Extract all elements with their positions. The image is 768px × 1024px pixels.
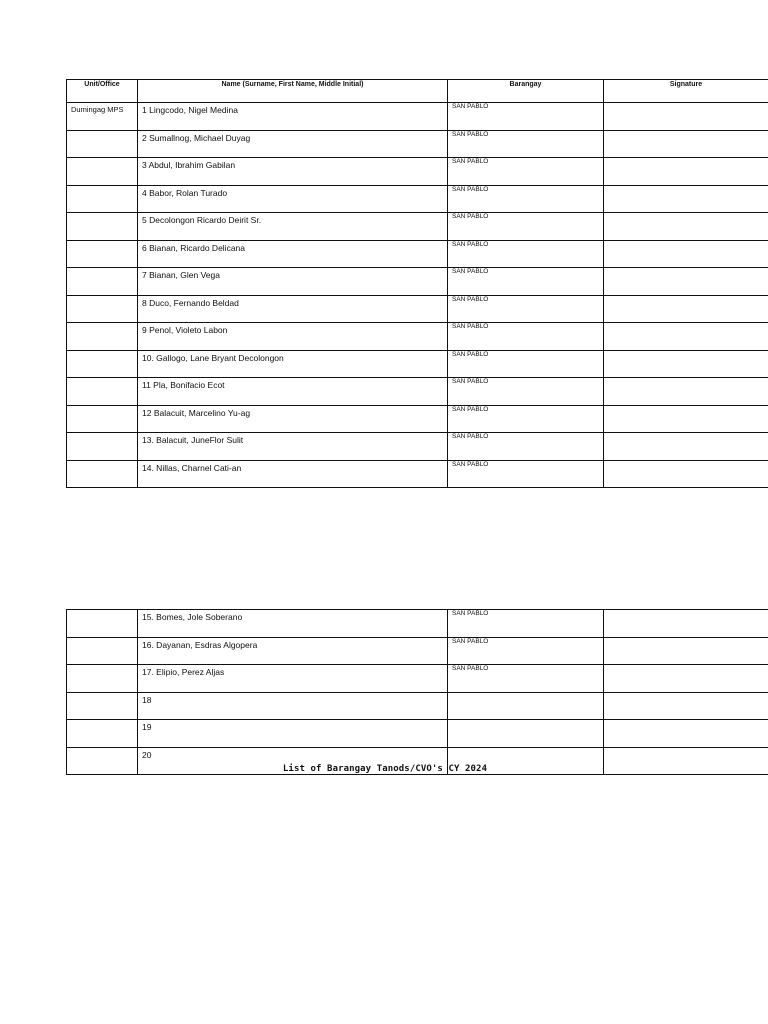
signature-cell[interactable] bbox=[604, 637, 768, 665]
barangay-cell bbox=[448, 720, 604, 748]
table-row bbox=[67, 103, 768, 131]
signature-cell[interactable] bbox=[604, 720, 768, 748]
barangay-cell: SAN PABLO bbox=[448, 295, 604, 323]
name-cell: 14. Nillas, Charnel Cati-an bbox=[138, 460, 448, 488]
unit-office-cell bbox=[67, 158, 138, 186]
name-cell: 19 bbox=[138, 720, 448, 748]
barangay-cell: SAN PABLO bbox=[448, 665, 604, 693]
unit-office-cell bbox=[67, 268, 138, 296]
barangay-cell: SAN PABLO bbox=[448, 130, 604, 158]
signature-cell[interactable] bbox=[604, 692, 768, 720]
signature-cell[interactable] bbox=[604, 130, 768, 158]
unit-office-cell bbox=[67, 665, 138, 693]
barangay-cell: SAN PABLO bbox=[448, 268, 604, 296]
signature-cell[interactable] bbox=[604, 213, 768, 241]
table-row bbox=[67, 240, 768, 268]
barangay-cell bbox=[448, 692, 604, 720]
name-cell: 9 Penol, Violeto Labon bbox=[138, 323, 448, 351]
unit-office-cell bbox=[67, 213, 138, 241]
name-cell: 10. Gallogo, Lane Bryant Decolongon bbox=[138, 350, 448, 378]
signature-cell[interactable] bbox=[604, 350, 768, 378]
name-cell: 7 Bianan, Glen Vega bbox=[138, 268, 448, 296]
table-row bbox=[67, 433, 768, 461]
signature-cell[interactable] bbox=[604, 295, 768, 323]
table-row bbox=[67, 692, 768, 720]
unit-office-cell bbox=[67, 378, 138, 406]
name-cell: 8 Duco, Fernando Beldad bbox=[138, 295, 448, 323]
barangay-cell: SAN PABLO bbox=[448, 637, 604, 665]
barangay-cell: SAN PABLO bbox=[448, 158, 604, 186]
barangay-cell: SAN PABLO bbox=[448, 405, 604, 433]
barangay-cell: SAN PABLO bbox=[448, 460, 604, 488]
name-cell: 1 Lingcodo, Nigel Medina bbox=[138, 103, 448, 131]
table-row bbox=[67, 213, 768, 241]
table-row bbox=[67, 665, 768, 693]
signature-cell[interactable] bbox=[604, 405, 768, 433]
name-cell: 20 bbox=[138, 747, 448, 775]
barangay-cell: SAN PABLO bbox=[448, 185, 604, 213]
name-cell: 4 Babor, Rolan Turado bbox=[138, 185, 448, 213]
table-header-row bbox=[67, 80, 768, 103]
signature-cell[interactable] bbox=[604, 158, 768, 186]
signature-cell[interactable] bbox=[604, 433, 768, 461]
name-cell: 15. Bomes, Jole Soberano bbox=[138, 610, 448, 638]
table-row bbox=[67, 378, 768, 406]
barangay-cell: SAN PABLO bbox=[448, 433, 604, 461]
unit-office-cell bbox=[67, 610, 138, 638]
name-cell: 2 Sumallnog, Michael Duyag bbox=[138, 130, 448, 158]
roster-table-top bbox=[66, 79, 768, 488]
barangay-cell: SAN PABLO bbox=[448, 378, 604, 406]
signature-cell[interactable] bbox=[604, 747, 768, 775]
name-cell: 16. Dayanan, Esdras Algopera bbox=[138, 637, 448, 665]
signature-cell[interactable] bbox=[604, 240, 768, 268]
name-cell: 5 Decolongon Ricardo Deirit Sr. bbox=[138, 213, 448, 241]
unit-office-cell bbox=[67, 185, 138, 213]
table-row bbox=[67, 295, 768, 323]
roster-body-bottom bbox=[67, 610, 768, 775]
unit-office-cell bbox=[67, 295, 138, 323]
signature-cell[interactable] bbox=[604, 268, 768, 296]
name-cell: 13. Balacuit, JuneFlor Sulit bbox=[138, 433, 448, 461]
table-row bbox=[67, 405, 768, 433]
unit-office-cell bbox=[67, 240, 138, 268]
signature-cell[interactable] bbox=[604, 103, 768, 131]
barangay-cell: SAN PABLO bbox=[448, 103, 604, 131]
signature-cell[interactable] bbox=[604, 610, 768, 638]
table-row bbox=[67, 185, 768, 213]
signature-cell[interactable] bbox=[604, 460, 768, 488]
signature-cell[interactable] bbox=[604, 185, 768, 213]
unit-office-cell: Dumingag MPS bbox=[67, 103, 138, 131]
header-barangay: Barangay bbox=[448, 80, 604, 103]
table-row bbox=[67, 130, 768, 158]
header-name: Name (Surname, First Name, Middle Initial) bbox=[138, 80, 448, 103]
table-row bbox=[67, 720, 768, 748]
barangay-cell: SAN PABLO bbox=[448, 610, 604, 638]
unit-office-cell bbox=[67, 323, 138, 351]
table-row bbox=[67, 637, 768, 665]
name-cell: 18 bbox=[138, 692, 448, 720]
unit-office-cell bbox=[67, 460, 138, 488]
unit-office-cell bbox=[67, 720, 138, 748]
header-signature: Signature bbox=[604, 80, 768, 103]
name-cell: 11 Pla, Bonifacio Ecot bbox=[138, 378, 448, 406]
unit-office-cell bbox=[67, 637, 138, 665]
signature-cell[interactable] bbox=[604, 665, 768, 693]
name-cell: 3 Abdul, Ibrahim Gabilan bbox=[138, 158, 448, 186]
unit-office-cell bbox=[67, 130, 138, 158]
roster-table-bottom bbox=[66, 609, 768, 775]
table-row bbox=[67, 158, 768, 186]
signature-cell[interactable] bbox=[604, 378, 768, 406]
unit-office-cell bbox=[67, 405, 138, 433]
name-cell: 6 Bianan, Ricardo Delicana bbox=[138, 240, 448, 268]
table-row bbox=[67, 350, 768, 378]
barangay-cell: SAN PABLO bbox=[448, 240, 604, 268]
name-cell: 12 Balacuit, Marcelino Yu-ag bbox=[138, 405, 448, 433]
barangay-cell: SAN PABLO bbox=[448, 350, 604, 378]
unit-office-cell bbox=[67, 350, 138, 378]
table-row bbox=[67, 323, 768, 351]
table-row bbox=[67, 268, 768, 296]
signature-cell[interactable] bbox=[604, 323, 768, 351]
name-cell: 17. Elipio, Perez Aljas bbox=[138, 665, 448, 693]
roster-body-top bbox=[67, 103, 768, 488]
barangay-cell: SAN PABLO bbox=[448, 323, 604, 351]
table-row bbox=[67, 460, 768, 488]
table-row bbox=[67, 610, 768, 638]
header-unit-office: Unit/Office bbox=[67, 80, 138, 103]
unit-office-cell bbox=[67, 433, 138, 461]
barangay-cell: SAN PABLO bbox=[448, 213, 604, 241]
document-title: List of Barangay Tanods/CVO's CY 2024 bbox=[282, 764, 488, 774]
unit-office-cell bbox=[67, 692, 138, 720]
unit-office-cell bbox=[67, 747, 138, 775]
